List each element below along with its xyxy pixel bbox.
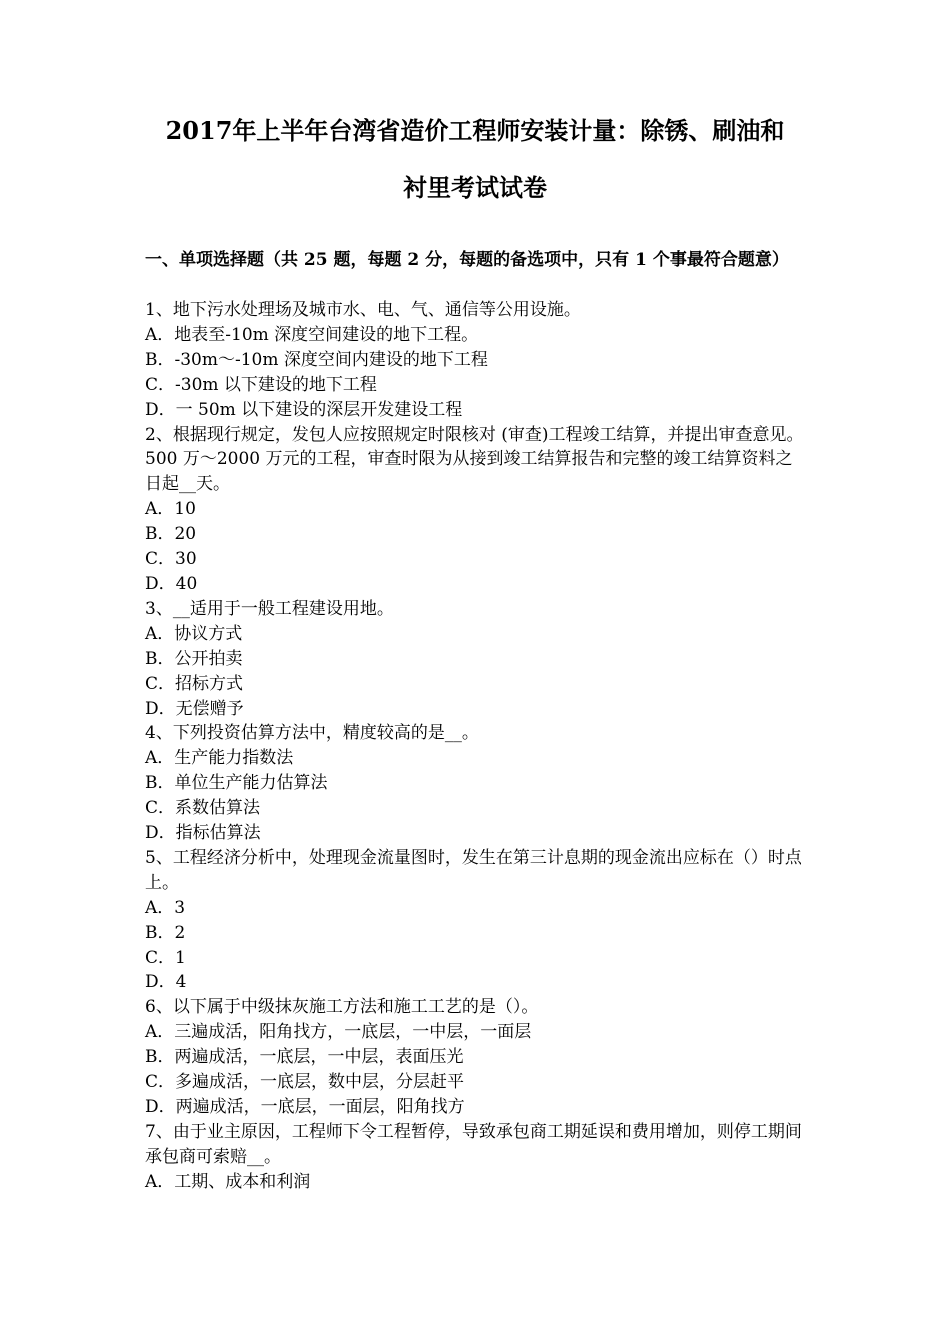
- answer-option: C．1: [145, 947, 186, 968]
- answer-option: D．一 50m 以下建设的深层开发建设工程: [145, 399, 463, 420]
- answer-option: C．多遍成活，一底层，数中层，分层赶平: [145, 1072, 465, 1093]
- answer-option: A．协议方式: [145, 623, 243, 644]
- answer-option: C．系数估算法: [145, 798, 261, 819]
- document-title-line1: 2017年上半年台湾省造价工程师安装计量：除锈、刷油和: [165, 116, 785, 145]
- answer-option: B．-30m～-10m 深度空间内建设的地下工程: [145, 349, 488, 370]
- answer-option: A．3: [145, 897, 186, 918]
- answer-option: C．招标方式: [145, 673, 244, 694]
- question-stem: 5、工程经济分析中，处理现金流量图时，发生在第三计息期的现金流出应标在（）时点上。: [145, 847, 802, 893]
- document-title-line2: 衬里考试试卷: [403, 173, 547, 202]
- section-heading: 一、单项选择题（共 25 题，每题 2 分，每题的备选项中，只有 1 个事最符合题意）: [145, 250, 789, 270]
- answer-option: A．10: [145, 499, 196, 520]
- question-list: [145, 298, 807, 1195]
- answer-option: B．公开拍卖: [145, 648, 243, 669]
- answer-option: B．2: [145, 922, 186, 943]
- answer-option: A．地表至-10m 深度空间建设的地下工程。: [145, 324, 479, 345]
- answer-option: A．生产能力指数法: [145, 748, 294, 769]
- answer-option: D．无偿赠予: [145, 698, 244, 719]
- question-stem: 6、以下属于中级抹灰施工方法和施工工艺的是（）。: [145, 997, 539, 1018]
- question-stem: 3、__适用于一般工程建设用地。: [145, 598, 394, 619]
- answer-option: A．三遍成活，阳角找方，一底层，一中层，一面层: [145, 1022, 532, 1043]
- answer-option: A．工期、成本和利润: [145, 1171, 311, 1192]
- answer-option: D．4: [145, 972, 187, 993]
- question-stem: 4、下列投资估算方法中，精度较高的是__。: [145, 723, 479, 744]
- answer-option: C．30: [145, 549, 197, 570]
- answer-option: C．-30m 以下建设的地下工程: [145, 374, 377, 395]
- answer-option: B．20: [145, 524, 197, 545]
- question-stem: 7、由于业主原因，工程师下令工程暂停，导致承包商工期延误和费用增加，则停工期间承包商可索赔__。: [145, 1121, 802, 1167]
- answer-option: B．两遍成活，一底层，一中层，表面压光: [145, 1047, 464, 1068]
- question-stem: 2、根据现行规定，发包人应按照规定时限核对 (审查)工程竣工结算，并提出审查意见。500 万～2000 万元的工程，审查时限为从接到竣工结算报告和完整的竣工结算资料之日起__天。: [145, 424, 804, 495]
- answer-option: D．指标估算法: [145, 823, 261, 844]
- answer-option: B．单位生产能力估算法: [145, 773, 328, 794]
- question-stem: 1、地下污水处理场及城市水、电、气、通信等公用设施。: [145, 300, 581, 320]
- answer-option: D．两遍成活，一底层，一面层，阳角找方: [145, 1097, 465, 1117]
- answer-option: D．40: [145, 573, 198, 594]
